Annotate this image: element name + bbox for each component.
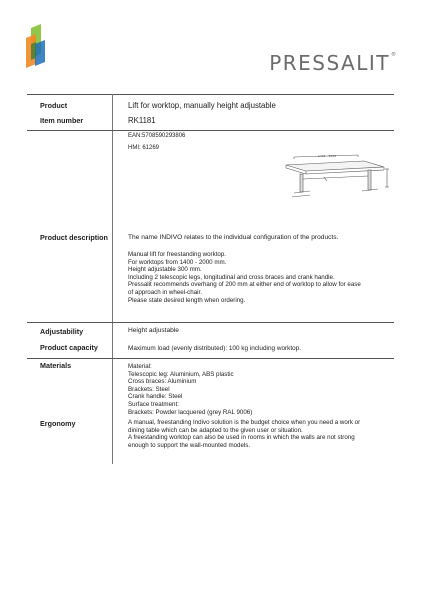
materials-text: Material: Telescopic leg: Aluminium, ABS plastic Cross braces: Aluminium Brackets: Steel Crank handle: Steel Surface treatment: Brackets: Powder lacquered (grey RAL 9006): [128, 363, 253, 416]
brand-name: PRESSALIT®: [269, 51, 396, 75]
row-divider-capacity: [27, 358, 394, 359]
ergonomy-text: A manual, freestanding Indivo solution is the budget choice when you need a work or dining table which can be adapted to the given user or situation. A freestanding worktop can also be used in rooms in which the walls are not strong enough to support the wall-mounted models.: [128, 419, 361, 449]
product-capacity-value: Maximum load (evenly distributed): 100 kg including worktop.: [128, 345, 301, 352]
adjustability-label: Adjustability: [40, 327, 84, 336]
item-number-value: RK1181: [128, 116, 156, 125]
worktop-lift-technical-drawing-icon: [284, 153, 392, 203]
svg-text:1401 - 2000: 1401 - 2000: [318, 154, 337, 158]
ergonomy-label: Ergonomy: [40, 419, 76, 428]
table-column-divider: [112, 94, 113, 464]
description-text: Manual lift for freestanding worktop. For worktops from 1400 - 2000 mm. Height adjustable 300 mm. Including 2 telescopic legs, longitudinal and cross braces and crank handle. Pressalit recommends overhang of 200 mm at either end of worktop to allow for ease of approach in wheel-chair. Please state desired length when ordering.: [128, 251, 361, 304]
product-value: Lift for worktop, manually height adjustable: [128, 101, 276, 110]
adjustability-value: Height adjustable: [128, 327, 179, 334]
materials-label: Materials: [40, 361, 72, 370]
product-description-label: Product description: [40, 233, 108, 242]
hmi-code: HMI: 61269: [128, 145, 160, 151]
product-label: Product: [40, 101, 68, 110]
item-number-label: Item number: [40, 116, 84, 125]
ean-code: EAN:5708590293806: [128, 133, 186, 139]
row-divider-description: [27, 322, 394, 323]
pressalit-logo-icon: [25, 22, 47, 70]
product-capacity-label: Product capacity: [40, 343, 98, 352]
description-intro: The name INDIVO relates to the individual configuration of the products.: [128, 234, 339, 241]
table-top-line: [27, 94, 394, 95]
row-divider-header: [27, 130, 394, 131]
